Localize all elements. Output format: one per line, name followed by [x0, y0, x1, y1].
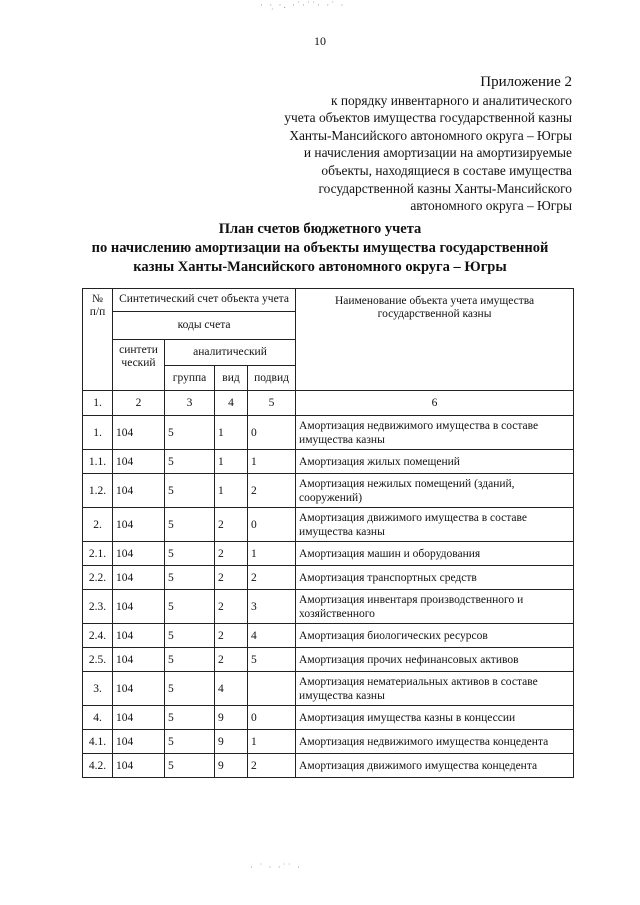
row-number: 2.4.	[83, 624, 113, 648]
row-type-code: 2	[215, 566, 248, 590]
row-type-code: 9	[215, 730, 248, 754]
row-number: 2.5.	[83, 648, 113, 672]
appendix-line: автономного округа – Югры	[410, 198, 572, 214]
row-subtype-code: 0	[248, 706, 296, 730]
row-subtype-code: 1	[248, 730, 296, 754]
table-row	[83, 754, 574, 778]
row-object-name: Амортизация недвижимого имущества концедента	[296, 730, 574, 754]
title-line: казны Ханты-Мансийского автономного округа – Югры	[133, 259, 507, 275]
row-group-code: 5	[165, 706, 215, 730]
page-number: 10	[314, 34, 326, 48]
appendix-line: и начисления амортизации на амортизируемые	[303, 145, 572, 161]
row-type-code: 2	[215, 508, 248, 542]
row-number: 4.2.	[83, 754, 113, 778]
row-number: 2.	[83, 508, 113, 542]
row-object-name: Амортизация транспортных средств	[296, 566, 574, 590]
row-number: 2.2.	[83, 566, 113, 590]
row-subtype-code: 1	[248, 450, 296, 474]
table-row	[83, 706, 574, 730]
row-type-code: 1	[215, 450, 248, 474]
row-group-code: 5	[165, 450, 215, 474]
column-index: 2	[113, 391, 165, 416]
appendix-heading: Приложение 2	[480, 74, 572, 90]
row-synthetic-code: 104	[113, 754, 165, 778]
row-number: 1.2.	[83, 474, 113, 508]
row-type-code: 9	[215, 706, 248, 730]
row-number: 2.1.	[83, 542, 113, 566]
row-object-name: Амортизация имущества казны в концессии	[296, 706, 574, 730]
row-group-code: 5	[165, 542, 215, 566]
scan-artifact-top: · ·̣ ·. ·˙·˙˙· ·˙ ·	[260, 0, 346, 10]
row-subtype-code: 5	[248, 648, 296, 672]
row-number: 1.	[83, 416, 113, 450]
row-group-code: 5	[165, 624, 215, 648]
row-type-code: 1	[215, 416, 248, 450]
row-object-name: Амортизация машин и оборудования	[296, 542, 574, 566]
row-number: 2.3.	[83, 590, 113, 624]
row-object-name: Амортизация нежилых помещений (зданий, сооружений)	[296, 474, 574, 508]
row-group-code: 5	[165, 648, 215, 672]
row-subtype-code: 2	[248, 754, 296, 778]
row-object-name: Амортизация движимого имущества в составе имущества казны	[296, 508, 574, 542]
row-group-code: 5	[165, 474, 215, 508]
accounts-plan-table	[82, 288, 574, 778]
header-number: № п/п	[83, 289, 113, 391]
column-index: 6	[296, 391, 574, 416]
row-group-code: 5	[165, 730, 215, 754]
table-row	[83, 474, 574, 508]
column-index: 4	[215, 391, 248, 416]
title-line: План счетов бюджетного учета	[218, 221, 422, 237]
row-group-code: 5	[165, 672, 215, 706]
document-title	[0, 220, 640, 277]
scan-artifact-bottom: · ˙ · ·˙˙ ·	[250, 862, 302, 872]
row-type-code: 2	[215, 648, 248, 672]
row-subtype-code: 2	[248, 566, 296, 590]
row-type-code: 2	[215, 590, 248, 624]
header-subtype: подвид	[248, 366, 296, 391]
column-index: 1.	[83, 391, 113, 416]
row-subtype-code: 2	[248, 474, 296, 508]
row-object-name: Амортизация жилых помещений	[296, 450, 574, 474]
row-number: 1.1.	[83, 450, 113, 474]
appendix-line: объекты, находящиеся в составе имущества	[321, 162, 572, 178]
row-synthetic-code: 104	[113, 648, 165, 672]
row-subtype-code: 0	[248, 416, 296, 450]
row-synthetic-code: 104	[113, 508, 165, 542]
appendix-block	[284, 74, 572, 215]
row-subtype-code: 1	[248, 542, 296, 566]
row-group-code: 5	[165, 508, 215, 542]
row-group-code: 5	[165, 754, 215, 778]
row-group-code: 5	[165, 590, 215, 624]
row-synthetic-code: 104	[113, 624, 165, 648]
row-subtype-code: 3	[248, 590, 296, 624]
row-type-code: 4	[215, 672, 248, 706]
table-row	[83, 624, 574, 648]
row-object-name: Амортизация инвентаря производственного и хозяйственного	[296, 590, 574, 624]
column-index: 5	[248, 391, 296, 416]
row-synthetic-code: 104	[113, 416, 165, 450]
header-synthetic-account: Синтетический счет объекта учета	[113, 289, 296, 312]
row-subtype-code: 0	[248, 508, 296, 542]
header-analytic: аналитический	[165, 340, 296, 366]
appendix-line: Ханты-Мансийского автономного округа – Югры	[289, 127, 572, 143]
header-type: вид	[215, 366, 248, 391]
row-object-name: Амортизация биологических ресурсов	[296, 624, 574, 648]
appendix-line: государственной казны Ханты-Мансийского	[318, 180, 572, 196]
row-group-code: 5	[165, 566, 215, 590]
table-row	[83, 416, 574, 450]
table-row	[83, 566, 574, 590]
row-subtype-code: 4	[248, 624, 296, 648]
row-synthetic-code: 104	[113, 730, 165, 754]
row-object-name: Амортизация нематериальных активов в составе имущества казны	[296, 672, 574, 706]
appendix-line: учета объектов имущества государственной казны	[284, 110, 572, 126]
header-account-codes: коды счета	[113, 312, 296, 340]
header-synthetic: синтети ческий	[113, 340, 165, 391]
row-subtype-code	[248, 672, 296, 706]
table-row	[83, 508, 574, 542]
row-synthetic-code: 104	[113, 474, 165, 508]
row-type-code: 2	[215, 542, 248, 566]
row-synthetic-code: 104	[113, 590, 165, 624]
table-row	[83, 450, 574, 474]
table-row	[83, 672, 574, 706]
appendix-line: к порядку инвентарного и аналитического	[330, 92, 572, 108]
row-synthetic-code: 104	[113, 706, 165, 730]
row-object-name: Амортизация движимого имущества концедента	[296, 754, 574, 778]
table-row	[83, 590, 574, 624]
header-object-name: Наименование объекта учета имущества государственной казны	[296, 289, 574, 391]
row-type-code: 9	[215, 754, 248, 778]
title-line: по начислению амортизации на объекты имущества государственной	[91, 240, 549, 256]
row-number: 4.1.	[83, 730, 113, 754]
table-row	[83, 730, 574, 754]
row-object-name: Амортизация прочих нефинансовых активов	[296, 648, 574, 672]
row-synthetic-code: 104	[113, 542, 165, 566]
table-row	[83, 648, 574, 672]
row-type-code: 1	[215, 474, 248, 508]
row-synthetic-code: 104	[113, 566, 165, 590]
column-index: 3	[165, 391, 215, 416]
row-synthetic-code: 104	[113, 672, 165, 706]
row-object-name: Амортизация недвижимого имущества в составе имущества казны	[296, 416, 574, 450]
header-group: группа	[165, 366, 215, 391]
row-group-code: 5	[165, 416, 215, 450]
table-row	[83, 542, 574, 566]
row-synthetic-code: 104	[113, 450, 165, 474]
row-type-code: 2	[215, 624, 248, 648]
row-number: 4.	[83, 706, 113, 730]
row-number: 3.	[83, 672, 113, 706]
